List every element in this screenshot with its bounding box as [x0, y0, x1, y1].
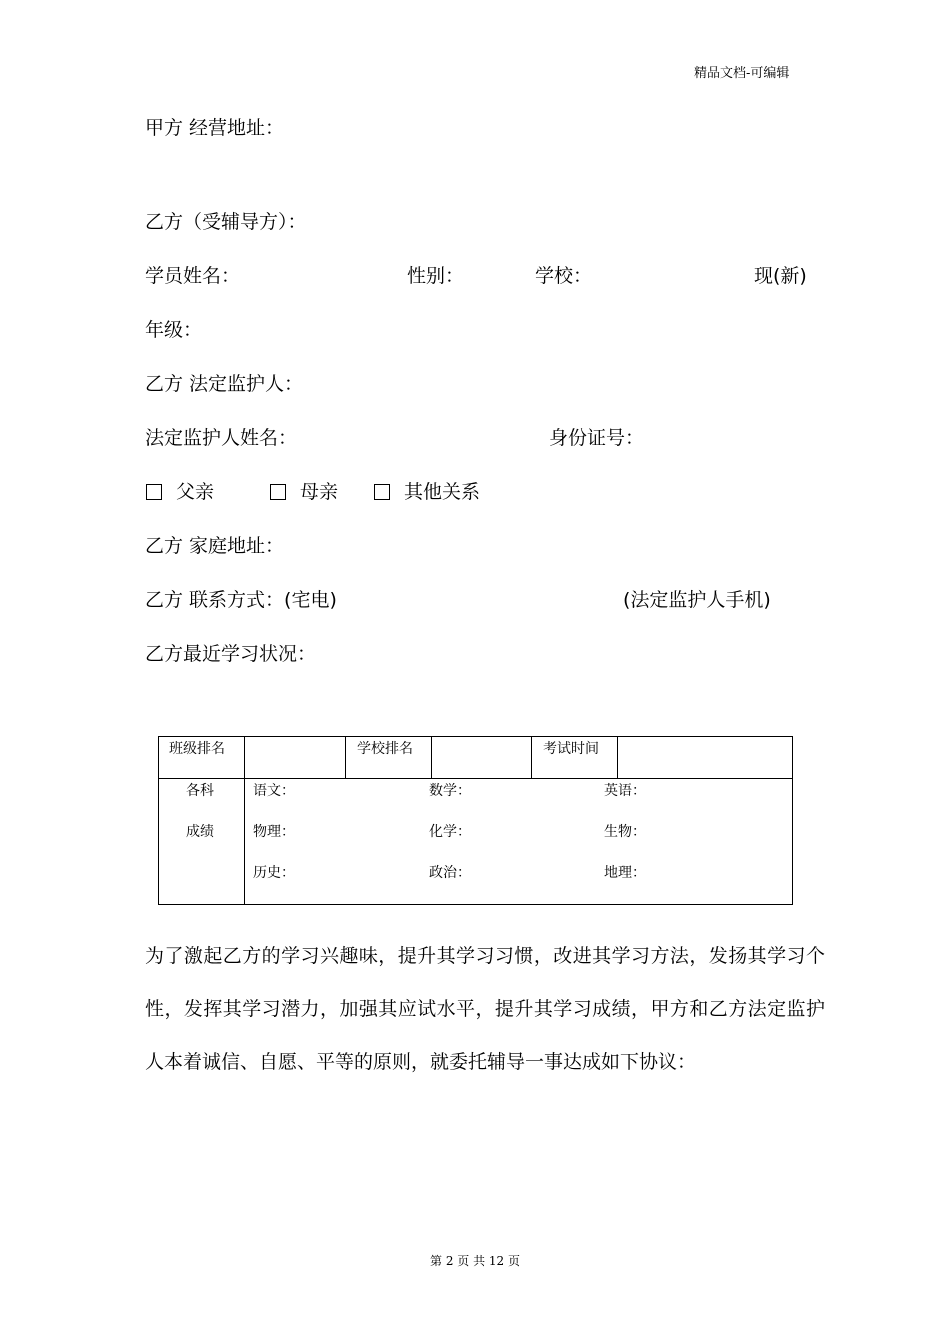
- subject-history: 历史：: [253, 865, 295, 881]
- table-divider-col5: [617, 736, 618, 779]
- checkbox-mother[interactable]: [270, 484, 286, 500]
- table-border-top: [158, 736, 793, 737]
- party-a-address-label: 甲方 经营地址：: [145, 117, 285, 139]
- relation-mother[interactable]: [270, 480, 338, 504]
- class-rank-label: 班级排名: [169, 741, 225, 757]
- guardian-title: 乙方 法定监护人：: [145, 373, 304, 395]
- subject-politics: 政治：: [429, 865, 471, 881]
- table-border-bottom: [158, 904, 793, 905]
- table-divider-row: [158, 778, 793, 779]
- school-label: 学校：: [535, 265, 593, 287]
- relation-other-label: 其他关系: [404, 481, 481, 503]
- scores-label-line1: 各科: [186, 783, 214, 799]
- subject-english: 英语：: [604, 783, 646, 799]
- checkbox-father[interactable]: [146, 484, 162, 500]
- subject-biology: 生物：: [604, 824, 646, 840]
- table-border-left: [158, 736, 159, 905]
- grade-label: 年级：: [145, 319, 203, 341]
- exam-time-label: 考试时间: [543, 741, 599, 757]
- header-tag: 精品文档-可编辑: [694, 66, 790, 81]
- student-name-label: 学员姓名：: [145, 265, 241, 287]
- id-number-label: 身份证号：: [549, 427, 645, 449]
- home-address-label: 乙方 家庭地址：: [145, 535, 285, 557]
- current-label: 现(新): [754, 265, 807, 287]
- guardian-phone-label: (法定监护人手机): [623, 589, 771, 611]
- gender-label: 性别：: [407, 265, 465, 287]
- table-divider-col3: [431, 736, 432, 779]
- party-b-title: 乙方（受辅导方）：: [145, 211, 307, 233]
- agreement-paragraph: 为了激起乙方的学习兴趣味，提升其学习习惯，改进其学习方法，发扬其学习个性，发挥其学习潜力，加强其应试水平，提升其学习成绩，甲方和乙方法定监护人本着诚信、自愿、平等的原则，就委托辅导一事达成如下协议：: [145, 945, 825, 1073]
- school-rank-label: 学校排名: [357, 741, 413, 757]
- relation-father-label: 父亲: [176, 481, 215, 503]
- scores-label-line2: 成绩: [186, 824, 214, 840]
- subject-chinese: 语文：: [253, 783, 295, 799]
- subject-math: 数学：: [429, 783, 471, 799]
- table-divider-col2: [345, 736, 346, 779]
- page-footer: 第 2 页 共 12 页: [430, 1254, 520, 1268]
- checkbox-other[interactable]: [374, 484, 390, 500]
- subject-chemistry: 化学：: [429, 824, 471, 840]
- subject-physics: 物理：: [253, 824, 295, 840]
- table-divider-col4: [531, 736, 532, 779]
- subject-geography: 地理：: [604, 865, 646, 881]
- table-divider-col1: [244, 736, 245, 905]
- relation-mother-label: 母亲: [300, 481, 339, 503]
- relation-father[interactable]: [146, 480, 214, 504]
- table-border-right: [792, 736, 793, 905]
- study-status-label: 乙方最近学习状况：: [145, 643, 317, 665]
- relation-other[interactable]: [374, 480, 480, 504]
- contact-label: 乙方 联系方式：(宅电): [145, 589, 337, 611]
- guardian-name-label: 法定监护人姓名：: [145, 427, 298, 449]
